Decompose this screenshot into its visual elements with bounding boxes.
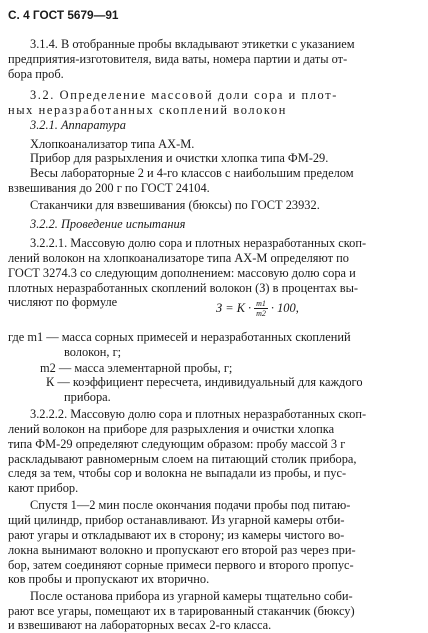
text-line: предприятия-изготовителя, вида ваты, номера партии и даты от- [8, 52, 348, 66]
text-line: рают угары и откладывают их в сторону; из камеры чистого во- [8, 528, 345, 542]
text-line: лений волокон на приборе для разрыхления и очистки хлопка [8, 422, 335, 436]
text-line: ГОСТ 3274.3 со следующим дополнением: массовую долю сора и [8, 266, 356, 280]
definition-line: прибора. [64, 390, 111, 404]
subsection-heading: 3.2.1. Аппаратура [30, 118, 126, 132]
text-line: взвешивания до 200 г по ГОСТ 24104. [8, 181, 210, 195]
text-line: После останова прибора из угарной камеры тщательно соби- [30, 589, 353, 603]
formula-lhs: З = К · [216, 300, 252, 315]
text-line: бор, затем соединяют сорные примеси первого и второго пропус- [8, 558, 354, 572]
text-line: лений волокон на хлопкоанализаторе типа АХ-М определяют по [8, 251, 349, 265]
section-heading: 3.2. Определение массовой доли сора и плот- [30, 88, 338, 102]
subsection-heading: 3.2.2. Проведение испытания [30, 217, 186, 231]
text-line: типа ФМ-29 определяют следующим образом: пробу массой 3 г [8, 437, 346, 451]
text-line: 3.2.2.1. Массовую долю сора и плотных неразработанных скоп- [30, 236, 367, 250]
text-line: и взвешивают на лабораторных весах 2-го класса. [8, 618, 272, 632]
formula-fraction [254, 299, 268, 318]
text-line: Прибор для разрыхления и очистки хлопка типа ФМ-29. [30, 151, 329, 165]
text-line: числяют по формуле [8, 295, 118, 309]
formula-denominator: m2 [256, 308, 266, 318]
text-line: раскладывают равномерным слоем на питающий столик прибора, [8, 452, 357, 466]
formula [216, 297, 299, 319]
text-line: локна вынимают волокно и пропускают его второй раз через при- [8, 543, 356, 557]
formula-numerator: m1 [256, 298, 266, 308]
definition-line: где m1 — масса сорных примесей и неразработанных скоплений [8, 330, 351, 344]
definition-line: волокон, г; [64, 345, 122, 359]
text-line: рают все угары, помещают их в тарированный стаканчик (бюксу) [8, 604, 355, 618]
text-line: бора проб. [8, 67, 64, 81]
text-line: Спустя 1—2 мин после окончания подачи пробы под питаю- [30, 498, 351, 512]
text-line: Стаканчики для взвешивания (бюксы) по ГОСТ 23932. [30, 198, 320, 212]
text-line: плотных неразработанных скоплений волокон (З) в процентах вы- [8, 281, 359, 295]
definition-line: К — коэффициент пересчета, индивидуальный для каждого [46, 375, 363, 389]
text-line: кают прибор. [8, 481, 79, 495]
text-line: ков пробы и пропускают их вторично. [8, 572, 210, 586]
text-line: Весы лабораторные 2 и 4-го классов с наибольшим пределом [30, 166, 354, 180]
text-line: 3.1.4. В отобранные пробы вкладывают этикетки с указанием [30, 37, 355, 51]
text-line: 3.2.2.2. Массовую долю сора и плотных неразработанных скоп- [30, 407, 367, 421]
definition-line: m2 — масса элементарной пробы, г; [40, 361, 233, 375]
text-line: Хлопкоанализатор типа АХ-М. [30, 137, 195, 151]
text-line: следя за тем, чтобы сор и волокна не выпадали из пробы, и пус- [8, 466, 347, 480]
page-header: С. 4 ГОСТ 5679—91 [8, 8, 119, 22]
section-heading: ных неразработанных скоплений волокон [8, 103, 287, 117]
text-line: щий цилиндр, прибор останавливают. Из угарной камеры отби- [8, 513, 345, 527]
formula-rhs: · 100, [270, 300, 299, 315]
